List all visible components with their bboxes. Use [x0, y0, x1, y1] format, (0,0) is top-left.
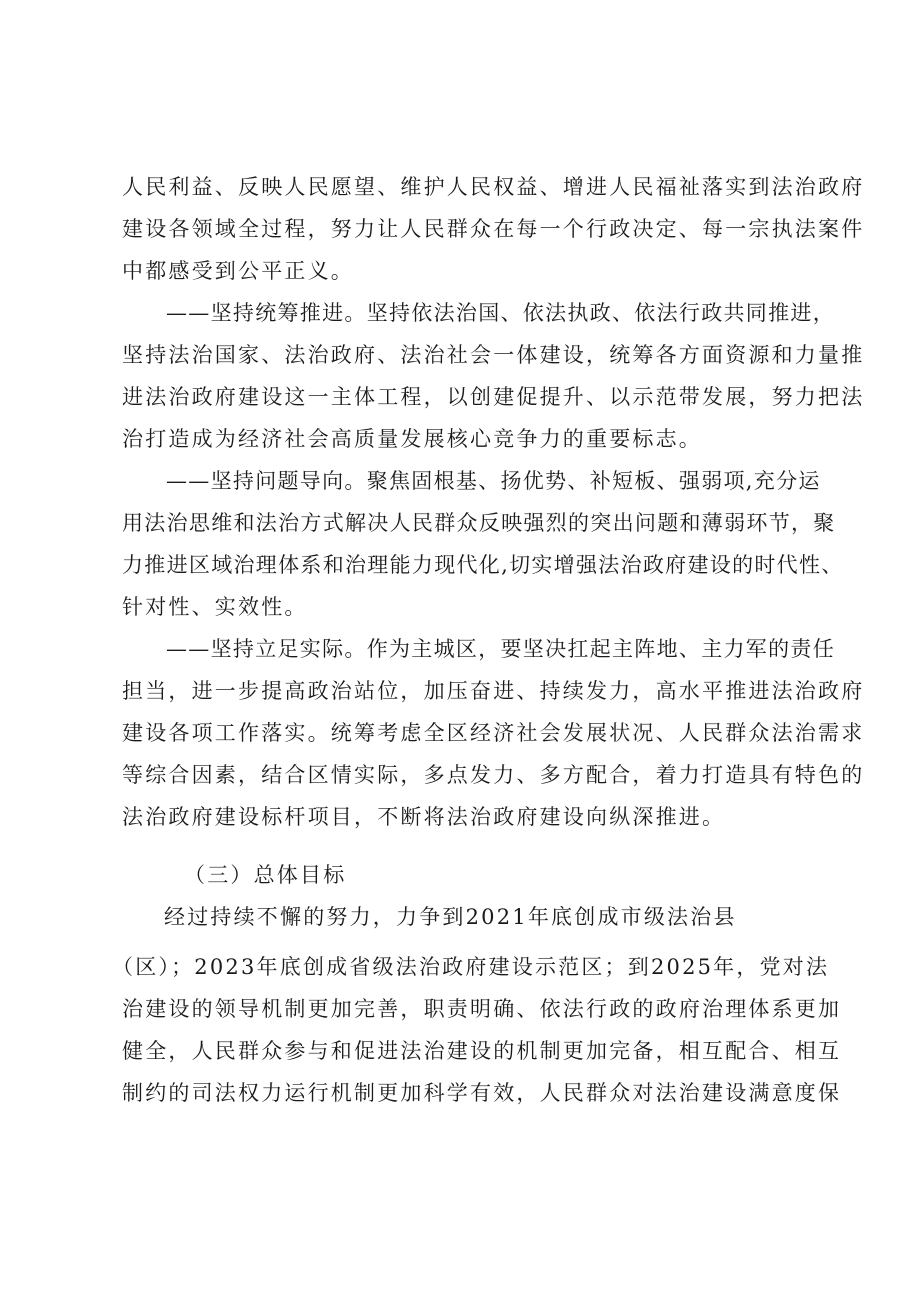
text-line: ——坚持统筹推进。坚持依法治国、依法执政、依法行政共同推进，	[166, 301, 835, 325]
text-line: ——坚持立足实际。作为主城区，要坚决扛起主阵地、主力军的责任	[166, 637, 835, 661]
text-line: 等综合因素，结合区情实际，多点发力、多方配合，着力打造具有特色的	[122, 763, 865, 787]
text-line: 人民利益、反映人民愿望、维护人民权益、增进人民福祉落实到法治政府	[122, 175, 865, 199]
text-line: 针对性、实效性。	[122, 595, 308, 619]
text-line: 治建设的领导机制更加完善，职责明确、依法行政的政府治理体系更加	[122, 997, 842, 1021]
section-heading: （三）总体目标	[184, 863, 347, 887]
text-line: 经过持续不懈的努力，力争到2021年底创成市级法治县	[164, 905, 737, 929]
text-line: 建设各项工作落实。统筹考虑全区经济社会发展状况、人民群众法治需求	[122, 721, 865, 745]
text-line: 健全，人民群众参与和促进法治建设的机制更加完备，相互配合、相互	[122, 1039, 842, 1063]
text-line: 建设各领域全过程，努力让人民群众在每一个行政决定、每一宗执法案件	[122, 217, 865, 241]
text-line: 进法治政府建设这一主体工程，以创建促提升、以示范带发展，努力把法	[122, 385, 865, 409]
text-line: 治打造成为经济社会高质量发展核心竞争力的重要标志。	[122, 427, 702, 451]
text-line: 力推进区域治理体系和治理能力现代化,切实增强法治政府建设的时代性、	[122, 553, 844, 577]
text-line: 用法治思维和法治方式解决人民群众反映强烈的突出问题和薄弱环节，聚	[122, 511, 836, 535]
text-line: 坚持法治国家、法治政府、法治社会一体建设，统筹各方面资源和力量推	[122, 343, 865, 367]
text-line: 担当，进一步提高政治站位，加压奋进、持续发力，高水平推进法治政府	[122, 679, 865, 703]
text-line: ——坚持问题导向。聚焦固根基、扬优势、补短板、强弱项,充分运	[166, 469, 821, 493]
text-line: 中都感受到公平正义。	[122, 259, 354, 283]
text-line: 制约的司法权力运行机制更加科学有效，人民群众对法治建设满意度保	[122, 1081, 842, 1105]
text-line: 法治政府建设标杆项目，不断将法治政府建设向纵深推进。	[122, 805, 726, 829]
text-line: （区）；2023年底创成省级法治政府建设示范区；到2025年，党对法	[112, 955, 830, 979]
